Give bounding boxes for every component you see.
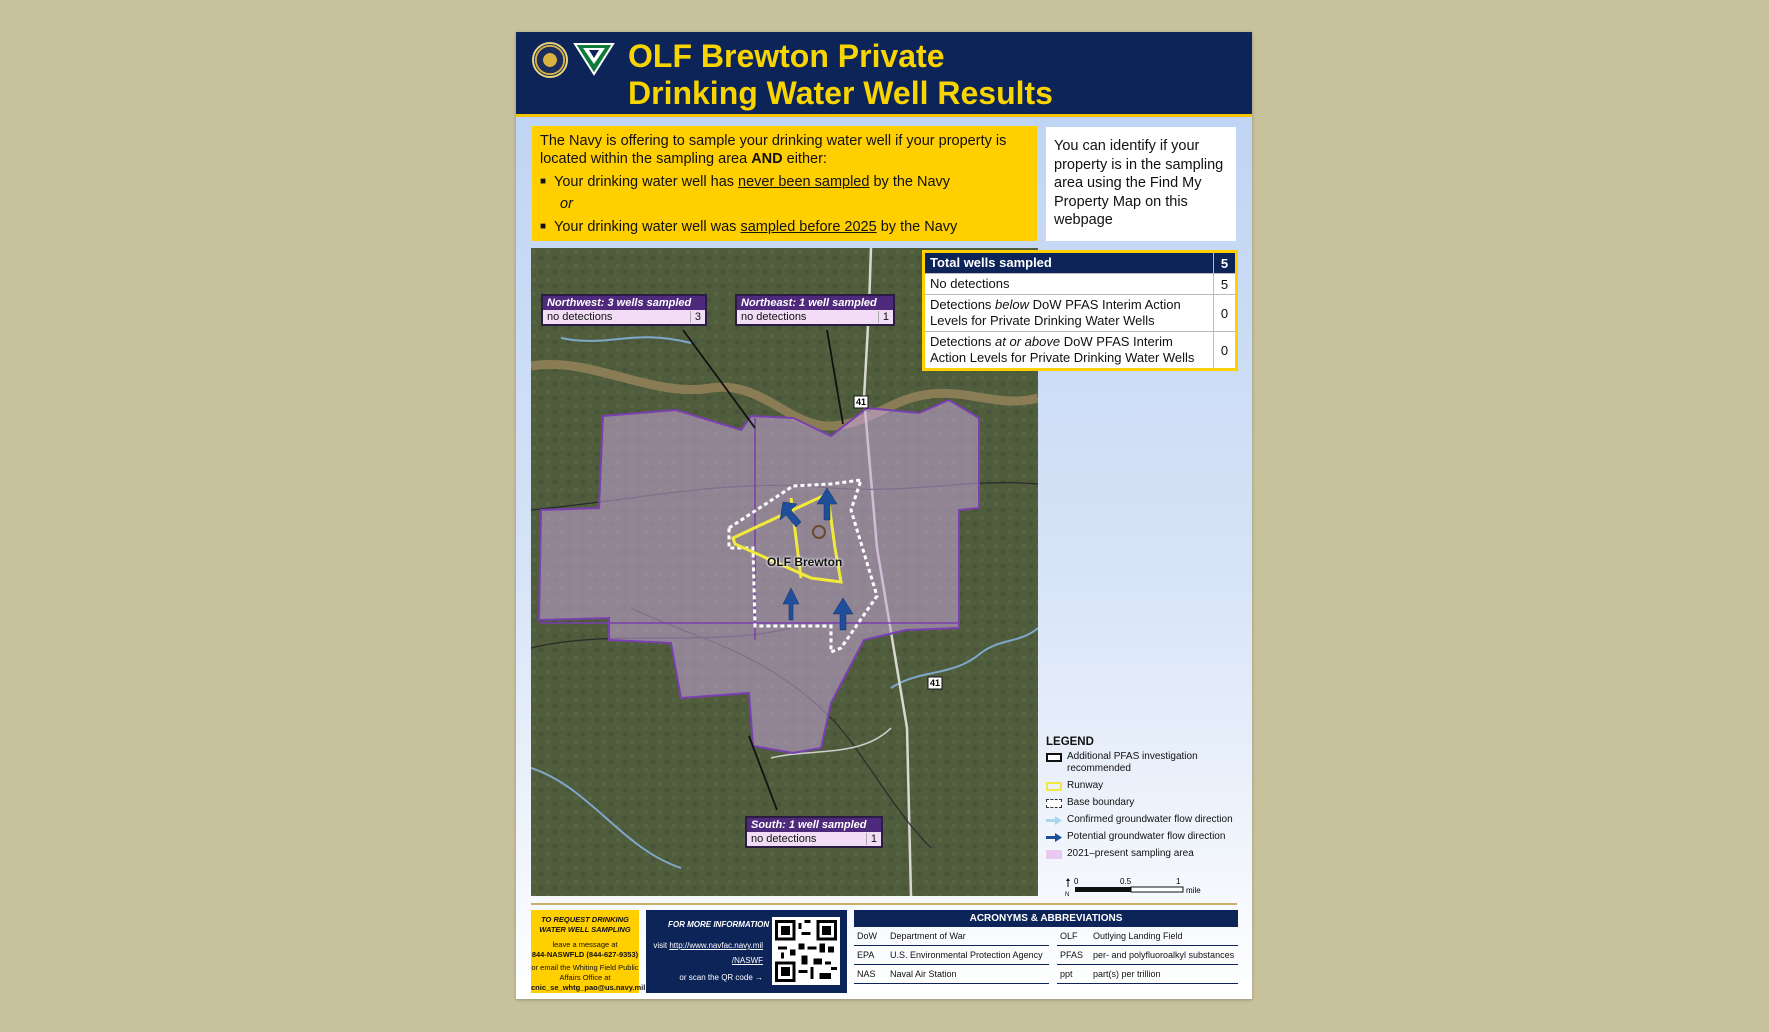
results-row-value: 5 — [1213, 274, 1235, 294]
navy-seal-icon — [532, 42, 568, 78]
callout-northeast-count: 1 — [878, 311, 889, 323]
results-row: No detections 5 — [925, 274, 1235, 295]
svg-text:mile: mile — [1186, 886, 1201, 895]
callout-northwest-count: 3 — [690, 311, 701, 323]
pfas-investigation-swatch — [1046, 753, 1062, 762]
svg-text:41: 41 — [929, 678, 941, 688]
acronym-row: OLF Outlying Landing Field — [1057, 927, 1238, 946]
eligibility-lead: The Navy is offering to sample your drinking water well if your property is located within the sampling area AND either: — [540, 133, 1007, 167]
route-41-shield-north — [854, 396, 868, 408]
eligibility-bullet-2: ■ Your drinking water well was sampled before 2025 by the Navy — [540, 219, 958, 235]
more-info-box: FOR MORE INFORMATION visit http://www.navfac.navy.mil /NASWF or scan the QR code → — [646, 910, 847, 993]
header — [516, 32, 1252, 117]
legend-item: Additional PFAS investigation recommended — [1046, 751, 1246, 775]
north-arrow-icon — [1066, 878, 1070, 881]
qr-code-icon[interactable] — [772, 917, 840, 985]
runway-swatch — [1046, 782, 1062, 791]
acronym-row: PFAS per- and polyfluoroalkyl substances — [1057, 946, 1238, 965]
eligibility-bullet-1: ■ Your drinking water well has never been sampled by the Navy — [540, 174, 951, 190]
svg-text:0: 0 — [1074, 878, 1079, 886]
request-email[interactable]: cnic_se_whtg_pao@us.navy.mil — [531, 983, 646, 992]
legend-item: Runway — [1046, 780, 1246, 792]
legend-item: Confirmed groundwater flow direction — [1046, 814, 1246, 826]
acronym-row: ppt part(s) per trillion — [1057, 965, 1238, 984]
results-header-row — [925, 253, 1235, 274]
callout-south-label: no detections — [751, 833, 817, 845]
results-row-value: 0 — [1213, 295, 1235, 331]
more-info-heading: FOR MORE INFORMATION — [668, 920, 770, 929]
title-line-2: Drinking Water Well Results — [628, 75, 1053, 111]
svg-text:1: 1 — [1176, 878, 1181, 886]
find-property-note: You can identify if your property is in the sampling area using the Find My Property Map on this webpage — [1046, 127, 1236, 241]
page-title — [628, 38, 1053, 112]
results-header-value: 5 — [1213, 253, 1235, 273]
callout-south-title: South: 1 well sampled — [747, 818, 881, 832]
callout-northeast-label: no detections — [741, 311, 807, 323]
acronyms-table — [854, 910, 1238, 984]
navfac-link[interactable]: http://www.navfac.navy.mil — [669, 941, 763, 950]
request-phone[interactable]: 844-NASWFLD (844-627-9353) — [531, 950, 639, 959]
map-legend — [1046, 736, 1246, 865]
eligibility-box — [532, 126, 1037, 241]
scan-qr-text: or scan the QR code → — [679, 973, 763, 982]
confirmed-flow-arrow-icon — [1046, 816, 1062, 825]
results-summary-table — [922, 250, 1238, 371]
footer-divider — [531, 903, 1237, 905]
callout-northeast — [735, 294, 895, 326]
callout-south — [745, 816, 883, 848]
legend-item: 2021–present sampling area — [1046, 848, 1246, 860]
potential-flow-arrow-icon — [1046, 833, 1062, 842]
acronym-row: EPA U.S. Environmental Protection Agency — [854, 946, 1049, 965]
callout-south-count: 1 — [866, 833, 877, 845]
olf-brewton-label: OLF Brewton — [767, 555, 843, 569]
naswf-link[interactable]: /NASWF — [731, 956, 763, 965]
svg-text:41: 41 — [855, 397, 867, 407]
acronym-row: NAS Naval Air Station — [854, 965, 1049, 984]
legend-item: Potential groundwater flow direction — [1046, 831, 1246, 843]
sampling-area-swatch — [1046, 850, 1062, 859]
callout-northwest-title: Northwest: 3 wells sampled — [543, 296, 705, 310]
svg-text:N: N — [1065, 892, 1070, 898]
results-header-label: Total wells sampled — [930, 255, 1052, 270]
scale-bar — [1064, 878, 1224, 898]
request-heading: TO REQUEST DRINKING WATER WELL SAMPLING — [539, 915, 631, 934]
wing-emblem-icon — [573, 40, 615, 76]
base-boundary-swatch — [1046, 799, 1062, 808]
callout-northwest-label: no detections — [547, 311, 613, 323]
results-row: Detections at or above DoW PFAS Interim Action Levels for Private Drinking Water Wells 0 — [925, 332, 1235, 368]
acronym-row: DoW Department of War — [854, 927, 1049, 946]
route-41-shield-south — [928, 677, 942, 689]
fact-sheet — [516, 32, 1252, 999]
callout-northwest — [541, 294, 707, 326]
callout-northeast-title: Northeast: 1 well sampled — [737, 296, 893, 310]
acronyms-heading: ACRONYMS & ABBREVIATIONS — [854, 910, 1238, 927]
results-row: Detections below DoW PFAS Interim Action Levels for Private Drinking Water Wells 0 — [925, 295, 1235, 332]
svg-text:0.5: 0.5 — [1120, 878, 1132, 886]
title-line-1: OLF Brewton Private — [628, 38, 945, 74]
legend-item: Base boundary — [1046, 797, 1246, 809]
eligibility-or: or — [560, 196, 573, 212]
request-sampling-box: TO REQUEST DRINKING WATER WELL SAMPLING leave a message at 844-NASWFLD (844-627-9353) or email the Whiting Field Public Affairs Office at cnic_se_whtg_pao@us.navy.mil — [531, 910, 639, 993]
results-row-value: 0 — [1213, 332, 1235, 368]
legend-title: LEGEND — [1046, 736, 1094, 748]
